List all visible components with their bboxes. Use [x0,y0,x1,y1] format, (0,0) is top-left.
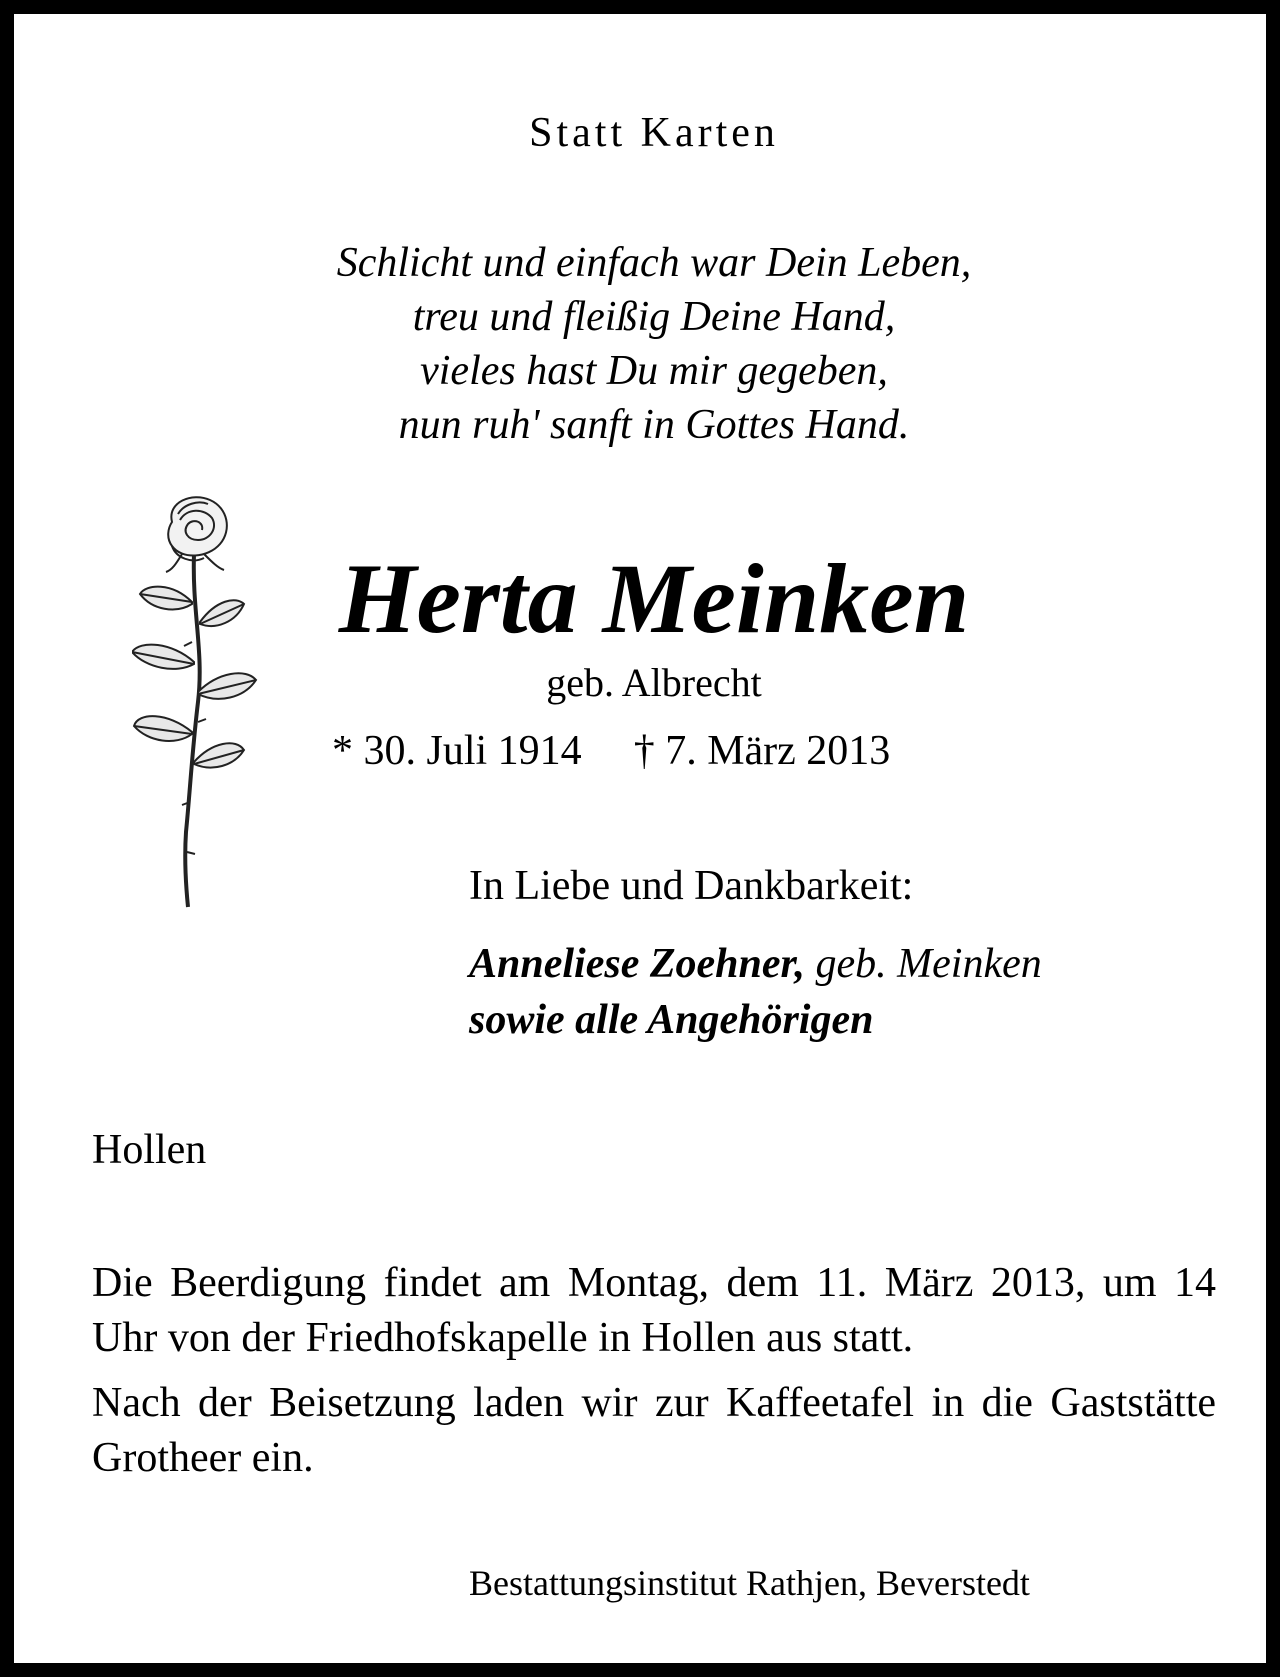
mourner-name: Anneliese Zoehner, [469,941,806,987]
death-date: † 7. März 2013 [633,728,891,774]
notice-header: Statt Karten [529,110,779,156]
reception-paragraph: Nach der Beisetzung laden wir zur Kaffeetafel in die Gaststätte Grotheer ein. [92,1380,1216,1481]
undertaker: Bestattungsinstitut Rathjen, Beverstedt [469,1563,1030,1603]
deceased-name: Herta Meinken [338,543,970,654]
funeral-info [92,1256,1216,1496]
mourners [469,936,1042,1048]
poem-line: Schlicht und einfach war Dein Leben, [336,240,972,286]
poem [14,236,1280,452]
place: Hollen [92,1127,207,1173]
poem-line: vieles hast Du mir gegeben, [420,348,888,394]
poem-line: treu und fleißig Deine Hand, [412,294,896,340]
poem-line: nun ruh' sanft in Gottes Hand. [398,402,910,448]
life-dates [332,727,890,775]
dedication: In Liebe und Dankbarkeit: [469,863,914,909]
birth-date: * 30. Juli 1914 [332,728,582,774]
mourner-others: sowie alle Angehörigen [469,997,874,1043]
funeral-paragraph: Die Beerdigung findet am Montag, dem 11. März 2013, um 14 Uhr von der Friedhofskapelle in Hollen aus statt. [92,1260,1216,1361]
mourner-maiden-name: geb. Meinken [815,941,1042,987]
birth-name: geb. Albrecht [546,660,762,705]
